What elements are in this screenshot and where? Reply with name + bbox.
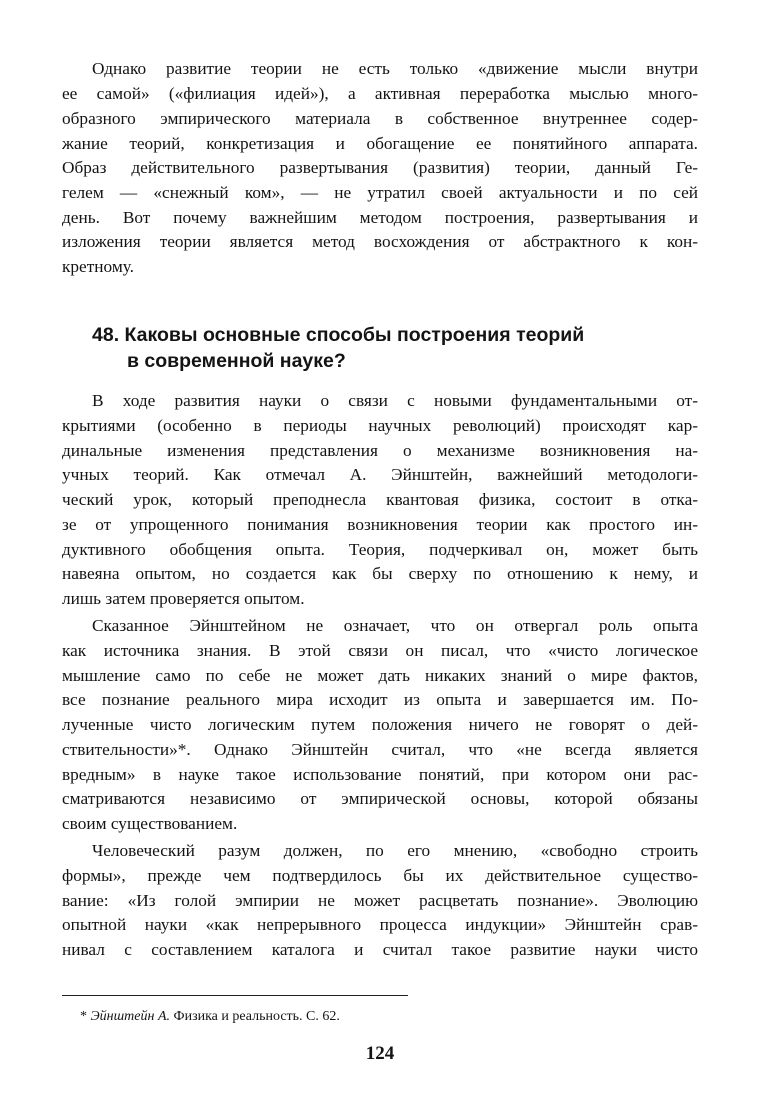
text-line: кретному. — [62, 257, 134, 276]
text-line: ческий урок, который преподнесла квантовая физика, состоит в отка- — [62, 490, 698, 509]
text-line: ее самой» («филиация идей»), а активная переработка мыслью много- — [62, 84, 698, 103]
text-line: Человеческий разум должен, по его мнению, «свободно строить — [92, 841, 698, 860]
text-line: гелем — «снежный ком», — не утратил своей актуальности и по сей — [62, 183, 698, 202]
text-line: жание теорий, конкретизация и обогащение ее понятийного аппарата. — [62, 134, 698, 153]
text-line: крытиями (особенно в периоды научных революций) происходят кар- — [62, 416, 698, 435]
text-line: вание: «Из голой эмпирии не может расцветать познание». Эволюцию — [62, 891, 698, 910]
footnote — [80, 1008, 340, 1026]
text-line: сматриваются независимо от эмпирической основы, которой обязаны — [62, 789, 698, 808]
text-line: день. Вот почему важнейшим методом построения, развертывания и — [62, 208, 698, 227]
text-line: все познание реального мира исходит из опыта и завершается им. По- — [62, 690, 698, 709]
text-line: лишь затем проверяется опытом. — [62, 589, 305, 608]
text-line: образного эмпирического материала в собственное внутреннее содер- — [62, 109, 698, 128]
text-line: ствительности»*. Однако Эйнштейн считал, что «не всегда является — [62, 740, 698, 759]
text-line: лученные чисто логическим путем положения ничего не говорят о дей- — [62, 715, 698, 734]
footnote-text: Физика и реальность. С. 62. — [173, 1009, 340, 1024]
footnote-marker: * — [80, 1009, 87, 1024]
text-line: Сказанное Эйнштейном не означает, что он отвергал роль опыта — [92, 616, 698, 635]
text-line: вредным» в науке такое использование понятий, при котором они рас- — [62, 765, 698, 784]
heading-line-1 — [92, 322, 584, 348]
text-line: учных теорий. Как отмечал А. Эйнштейн, важнейший методологи- — [62, 465, 698, 484]
text-line: формы», прежде чем подтвердилось бы их действительное существо- — [62, 866, 698, 885]
footnote-separator — [62, 995, 408, 996]
text-line: изложения теории является метод восхождения от абстрактного к кон- — [62, 232, 698, 251]
text-line: мышление само по себе не может дать никаких знаний о мире фактов, — [62, 666, 698, 685]
page-number: 124 — [365, 1043, 395, 1064]
text-line: В ходе развития науки о связи с новыми фундаментальными от- — [92, 391, 698, 410]
text-line: опытной науки «как непрерывного процесса индукции» Эйнштейн срав- — [62, 915, 698, 934]
text-line: Образ действительного развертывания (развития) теории, данный Ге- — [62, 158, 698, 177]
text-line: своим существованием. — [62, 814, 238, 833]
text-line: зе от упрощенного понимания возникновения теории как простого ин- — [62, 515, 698, 534]
heading-line-2: в современной науке? — [127, 350, 346, 372]
heading-text: Каковы основные способы построения теорий — [124, 324, 585, 346]
text-line: нивал с составлением каталога и считал такое развитие науки чисто — [62, 940, 698, 959]
text-line: как источника знания. В этой связи он писал, что «чисто логическое — [62, 641, 698, 660]
text-line: навеяна опытом, но создается как бы сверху по отношению к нему, и — [62, 564, 698, 583]
text-line: Однако развитие теории не есть только «движение мысли внутри — [92, 59, 698, 78]
text-line: динальные изменения представления о механизме возникновения на- — [62, 441, 698, 460]
section-number: 48. — [92, 324, 120, 346]
text-line: дуктивного обобщения опыта. Теория, подчеркивал он, может быть — [62, 540, 698, 559]
footnote-author: Эйнштейн А. — [90, 1009, 171, 1024]
